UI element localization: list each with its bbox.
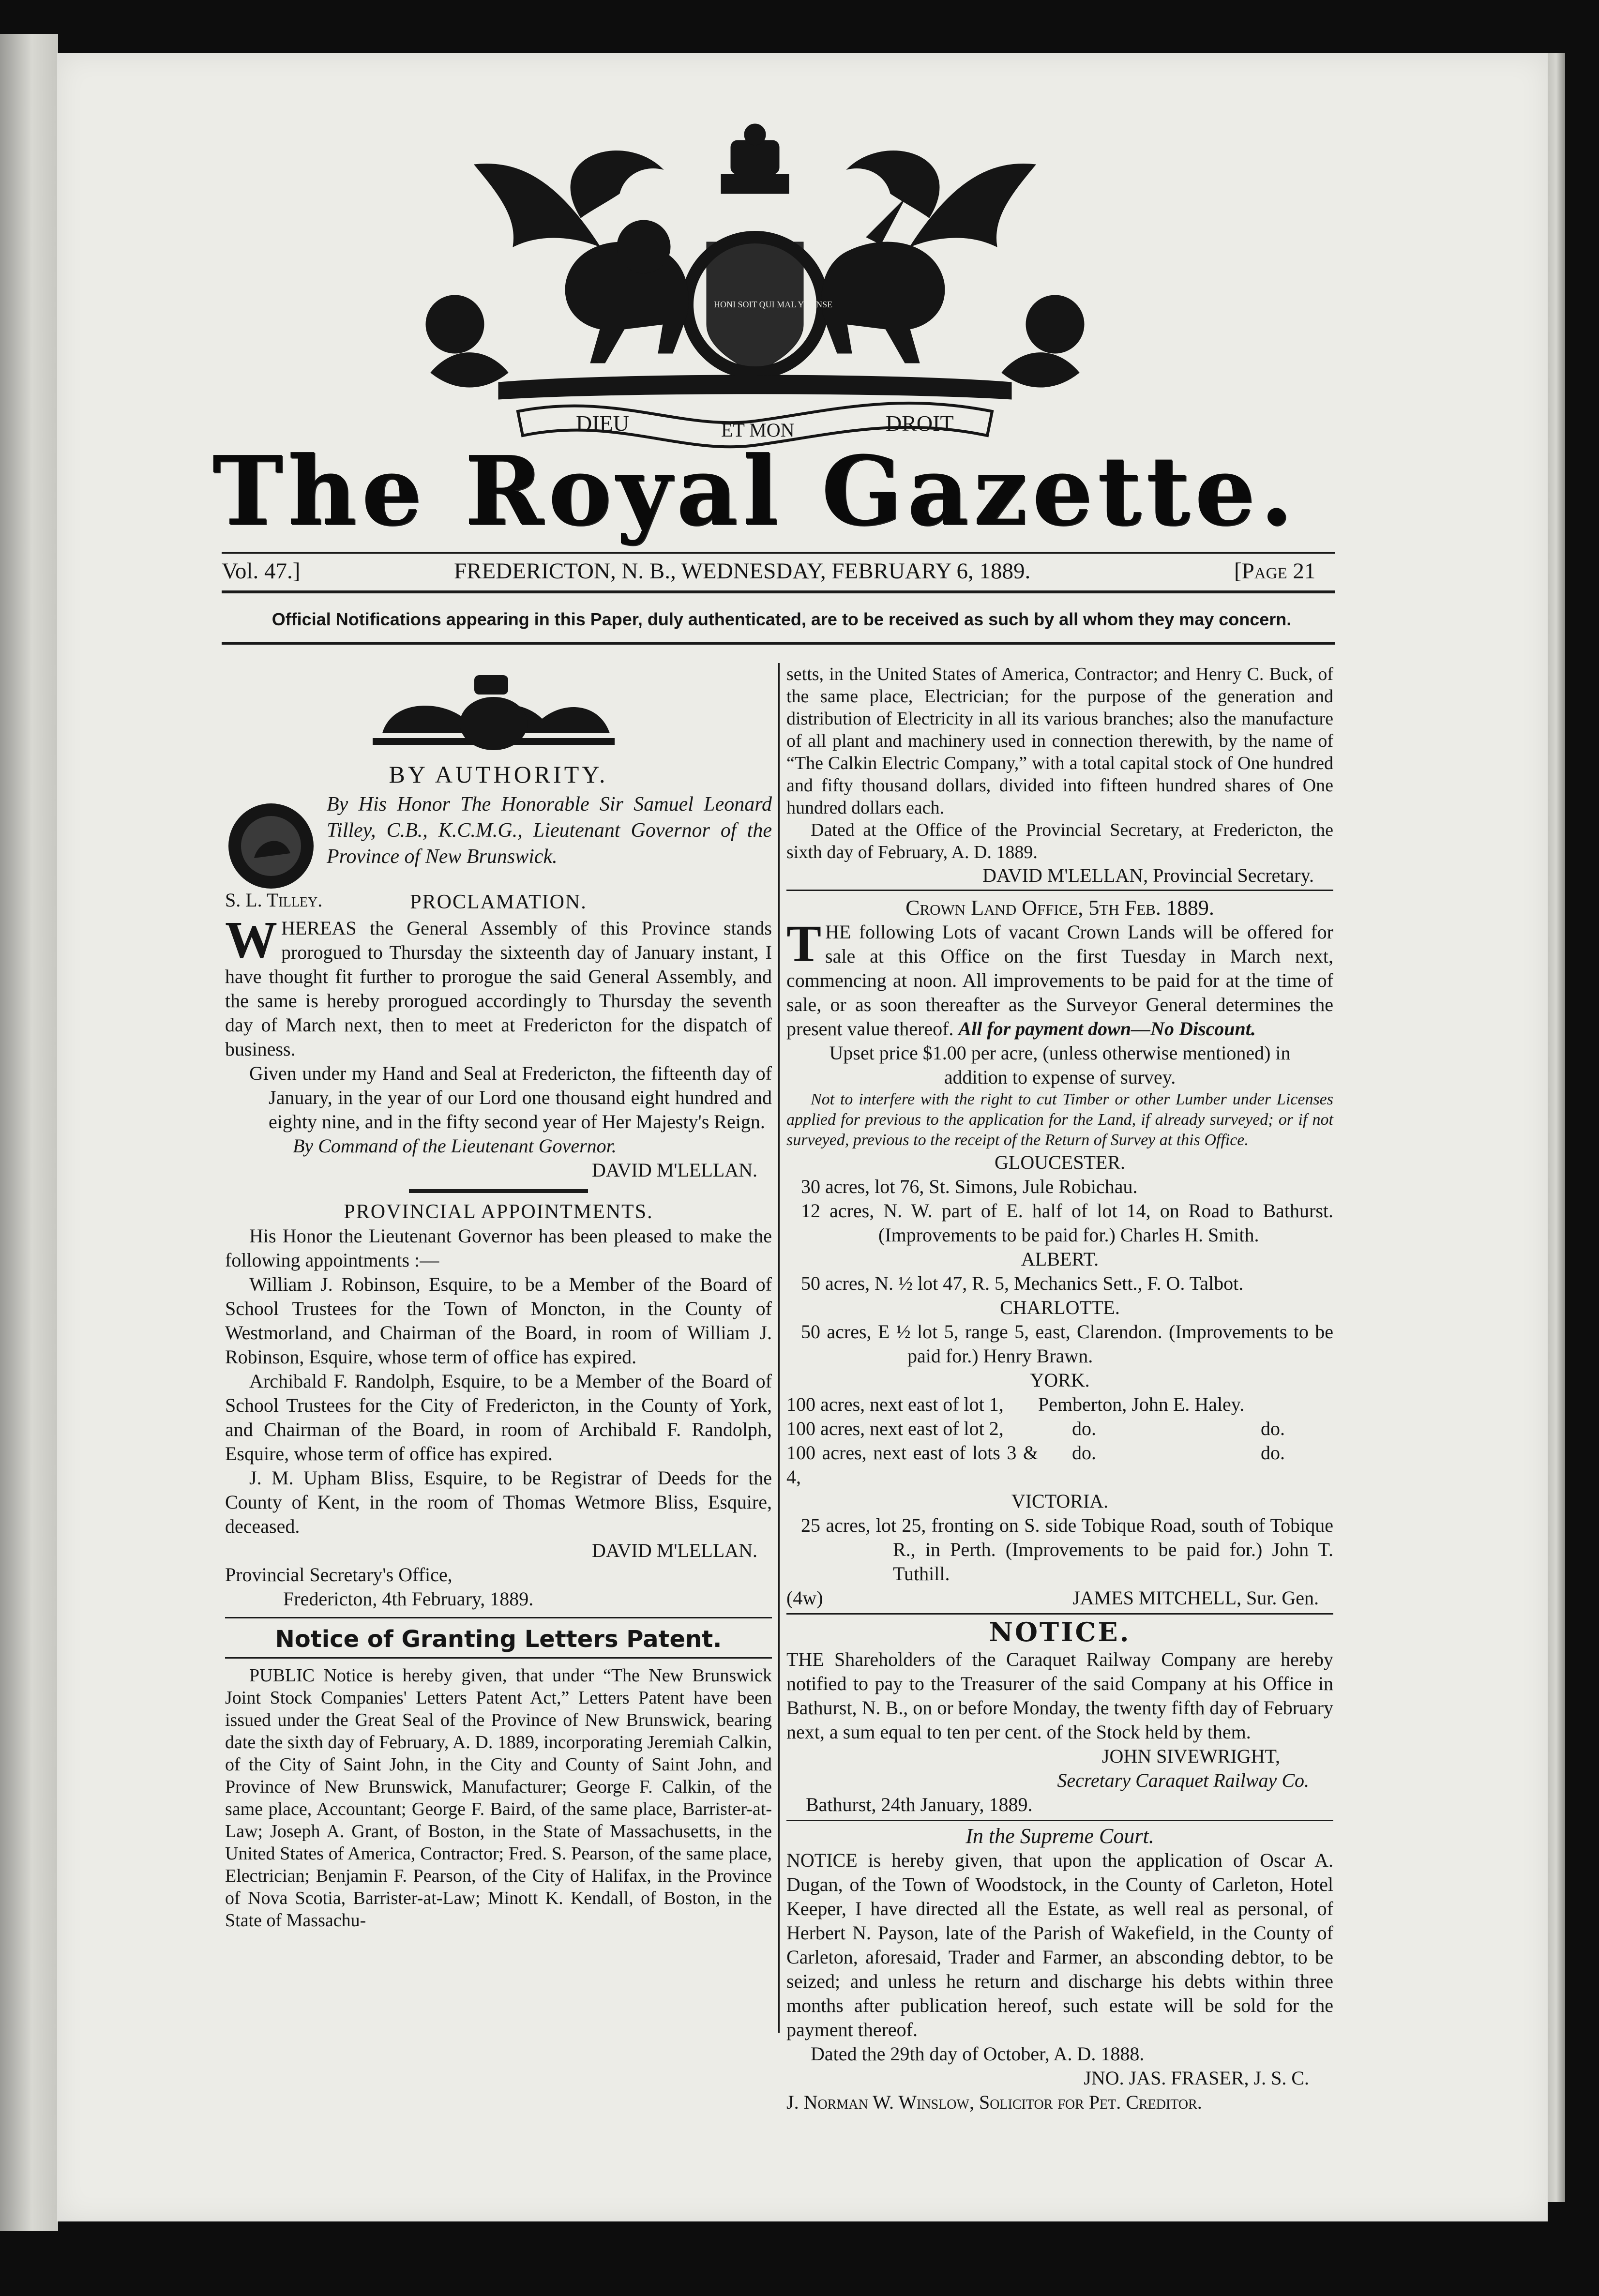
- county-albert: ALBERT.: [1021, 1248, 1099, 1270]
- crest-motto-right: DROIT: [886, 411, 954, 436]
- proclamation-heading: PROCLAMATION.: [410, 891, 587, 913]
- seal-icon: [225, 800, 317, 892]
- supreme-court-heading: In the Supreme Court.: [965, 1824, 1154, 1848]
- appointment-randolph: Archibald F. Randolph, Esquire, to be a Member of the Board of School Trustees for the City of Fredericton, in the County of York, and Chairman of the Board, in room of Archibald F. Randolph, Esquire, whose term of office has expired.: [225, 1370, 772, 1465]
- timber-licence-note: Not to interfere with the right to cut Timber or other Lumber under Licenses applied for previous to the application for the Land, if already surveyed; or if not surveyed, previous to the receipt of the Return of Survey at this Office.: [786, 1090, 1333, 1149]
- lot-gloucester-2: 12 acres, N. W. part of E. half of lot 14, on Road to Bathurst. (Improvements to be paid for.) Charles H. Smith.: [801, 1200, 1333, 1246]
- official-notifications-line: Official Notifications appearing in this Paper, duly authenticated, are to be received as such by all whom they may concern.: [272, 609, 1292, 629]
- crown-land-payment-terms: All for payment down—No Discount.: [958, 1018, 1256, 1040]
- header-bottom-rule: [222, 642, 1335, 645]
- masthead-rule: [222, 552, 1335, 554]
- county-york: YORK.: [1030, 1369, 1090, 1391]
- york-lot-row: [786, 1392, 1333, 1417]
- york-lots-table: [786, 1392, 1333, 1489]
- royal-coat-of-arms-icon: [373, 121, 1137, 450]
- column-divider: [778, 663, 780, 2033]
- left-column: [225, 762, 772, 1932]
- by-authority-heading: BY AUTHORITY.: [389, 761, 608, 788]
- small-crest-icon: [363, 670, 624, 757]
- supreme-court-signature: JNO. JAS. FRASER, J. S. C.: [1084, 2067, 1309, 2089]
- caraquet-notice-place: Bathurst, 24th January, 1889.: [806, 1794, 1033, 1815]
- proclamation-signature: DAVID M'LELLAN.: [592, 1159, 757, 1181]
- york-lot-ditto: do.: [1261, 1418, 1285, 1439]
- supreme-court-dated: Dated the 29th day of October, A. D. 1888.: [811, 2043, 1145, 2065]
- york-lot-row: [786, 1441, 1333, 1489]
- york-lot-ditto: do.: [1072, 1442, 1096, 1464]
- proclamation-text: HEREAS the General Assembly of this Province stands prorogued to Thursday the sixteenth day of January instant, I have thought fit further to prorogue the said General Assembly, and the same is hereby prorogued accordingly to Thursday the seventh day of March next, then to meet at Fredericton for the dispatch of business.: [225, 917, 772, 1060]
- place-date: FREDERICTON, N. B., WEDNESDAY, FEBRUARY 6, 1889.: [454, 559, 1031, 584]
- york-lot-description: 100 acres, next east of lot 2,: [786, 1418, 1004, 1439]
- separator-rule: [225, 1657, 772, 1659]
- crown-land-text: HE following Lots of vacant Crown Lands will be offered for sale at this Office on the first Tuesday in March next, commencing at noon. All improvements to be paid for at the time of sale, or as soon thereafter as the Surveyor General determines the present value thereof.: [786, 921, 1333, 1040]
- lot-charlotte-1: 50 acres, E ½ lot 5, range 5, east, Clarendon. (Improvements to be paid for.) Henry Brawn.: [801, 1321, 1333, 1367]
- separator-rule: [409, 1189, 588, 1193]
- secretary-office-line: Provincial Secretary's Office,: [225, 1564, 453, 1586]
- proclamation-dropcap: W: [225, 911, 277, 969]
- volume-number: Vol. 47.]: [222, 559, 301, 584]
- right-column: [786, 663, 1333, 2115]
- governor-signature: S. L. Tilley.: [225, 889, 323, 911]
- crest-garter-text: HONI SOIT QUI MAL Y PENSE: [714, 300, 833, 309]
- dateline-rule: [222, 590, 1335, 593]
- crown-land-ref: (4w): [786, 1587, 823, 1609]
- letters-patent-heading: Notice of Granting Letters Patent.: [275, 1626, 722, 1653]
- caraquet-notice-text: THE Shareholders of the Caraquet Railway Company are hereby notified to pay to the Treasurer of the said Company at his Office in Bathurst, N. B., on or before Monday, the twenty fifth day of February next, a sum equal to ten per cent. of the Stock held by them.: [786, 1648, 1333, 1743]
- lot-victoria-1: 25 acres, lot 25, fronting on S. side Tobique Road, south of Tobique R., in Perth. (Improvements to be paid for.) John T. Tuthill.: [801, 1514, 1333, 1585]
- separator-rule: [786, 1613, 1333, 1615]
- page-number: [Page 21: [1234, 559, 1316, 584]
- upset-price: Upset price $1.00 per acre, (unless otherwise mentioned) in addition to expense of survey.: [829, 1042, 1291, 1088]
- lot-albert-1: 50 acres, N. ½ lot 47, R. 5, Mechanics Sett., F. O. Talbot.: [801, 1272, 1244, 1294]
- caraquet-notice-signature: JOHN SIVEWRIGHT,: [1101, 1745, 1280, 1767]
- county-gloucester: GLOUCESTER.: [995, 1151, 1125, 1173]
- appointments-heading: PROVINCIAL APPOINTMENTS.: [344, 1201, 653, 1223]
- masthead-title: The Royal Gazette.: [212, 436, 1298, 547]
- letters-patent-text: PUBLIC Notice is hereby given, that under “The New Brunswick Joint Stock Companies' Letters Patent Act,” Letters Patent have been issued under the Great Seal of the Province of New Brunswick, bearing date the sixth day of February, A. D. 1889, incorporating Jeremiah Calkin, of the City of Saint John, in the City and County of Saint John, and Province of New Brunswick, Manufacturer; George F. Calkin, of the same place, Accountant; George F. Baird, of the same place, Barrister-at-Law; Joseph A. Grant, of Boston, in the State of Massachusetts, in the United States of America, Contractor; Fred. S. Pearson, of the same place, Electrician; Benjamin F. Pearson, of the City of Halifax, in the Province of Nova Scotia, Barrister-at-Law; Minott K. Kendall, of Boston, in the State of Massachu-: [225, 1665, 772, 1931]
- secretary-office-date: Fredericton, 4th February, 1889.: [283, 1588, 534, 1610]
- york-lot-ditto: do.: [1072, 1418, 1096, 1439]
- crown-land-signature: JAMES MITCHELL, Sur. Gen.: [1072, 1587, 1319, 1609]
- separator-rule: [786, 1820, 1333, 1821]
- supreme-court-solicitor: J. Norman W. Winslow, Solicitor for Pet. Creditor.: [786, 2091, 1202, 2113]
- lot-gloucester-1: 30 acres, lot 76, St. Simons, Jule Robichau.: [801, 1176, 1138, 1197]
- crown-land-office-header: Crown Land Office, 5th Feb. 1889.: [905, 896, 1214, 920]
- county-charlotte: CHARLOTTE.: [1000, 1297, 1120, 1318]
- york-lot-description: 100 acres, next east of lots 3 & 4,: [786, 1442, 1038, 1488]
- appointment-robinson: William J. Robinson, Esquire, to be a Member of the Board of School Trustees for the Town of Moncton, in the County of Westmorland, and Chairman of the Board, in room of William J. Robinson, Esquire, whose term of office has expired.: [225, 1273, 772, 1368]
- by-command: By Command of the Lieutenant Governor.: [293, 1135, 617, 1157]
- york-lot-row: [786, 1417, 1333, 1441]
- county-victoria: VICTORIA.: [1011, 1490, 1109, 1512]
- proclamation-given: Given under my Hand and Seal at Fredericton, the fifteenth day of January, in the year of our Lord one thousand eight hundred and eighty nine, and in the fifty second year of Her Majesty's Reign.: [249, 1062, 772, 1133]
- separator-rule: [225, 1617, 772, 1618]
- appointments-intro: His Honor the Lieutenant Governor has been pleased to make the following appointments :—: [225, 1225, 772, 1271]
- york-lot-location: Pemberton, John E. Haley.: [1038, 1393, 1245, 1415]
- caraquet-notice-title: Secretary Caraquet Railway Co.: [1057, 1769, 1309, 1791]
- crown-land-dropcap: T: [786, 915, 822, 973]
- notice-heading: NOTICE.: [989, 1616, 1131, 1647]
- book-left-edge: [0, 34, 58, 2231]
- supreme-court-text: NOTICE is hereby given, that upon the application of Oscar A. Dugan, of the Town of Woodstock, in the County of Carleton, Hotel Keeper, I have directed all the Estate, as well real as personal, of Herbert N. Payson, late of the Parish of Wakefield, in the County of Carleton, aforesaid, Trader and Farmer, an absconding debtor, to be seized; and unless he return and discharge his debts within three months after publication hereof, such estate will be sold for the payment thereof.: [786, 1849, 1333, 2040]
- york-lot-ditto: do.: [1261, 1442, 1285, 1464]
- appointment-bliss: J. M. Upham Bliss, Esquire, to be Registrar of Deeds for the County of Kent, in the room of Thomas Wetmore Bliss, Esquire, deceased.: [225, 1467, 772, 1537]
- patent-continued-text: setts, in the United States of America, Contractor; and Henry C. Buck, of the same place, Electrician; for the purpose of the generation and distribution of Electricity in all its various branches; also the manufacture of all plant and machinery used in connection therewith, by the name of “The Calkin Electric Company,” with a total capital stock of One hundred and fifty thousand dollars, divided into fifteen hundred shares of One hundred dollars each.: [786, 664, 1333, 818]
- appointments-signature: DAVID M'LELLAN.: [592, 1540, 757, 1561]
- crest-motto-left: DIEU: [576, 411, 629, 436]
- lieutenant-governor-intro: By His Honor The Honorable Sir Samuel Leonard Tilley, C.B., K.C.M.G., Lieutenant Governor of the Province of New Brunswick.: [327, 793, 772, 868]
- patent-signature: DAVID M'LELLAN, Provincial Secretary.: [982, 864, 1314, 886]
- york-lot-description: 100 acres, next east of lot 1,: [786, 1393, 1004, 1415]
- separator-rule: [786, 890, 1333, 891]
- crest-motto-center: ET MON: [721, 419, 795, 441]
- patent-dated: Dated at the Office of the Provincial Secretary, at Fredericton, the sixth day of February, A. D. 1889.: [786, 820, 1333, 862]
